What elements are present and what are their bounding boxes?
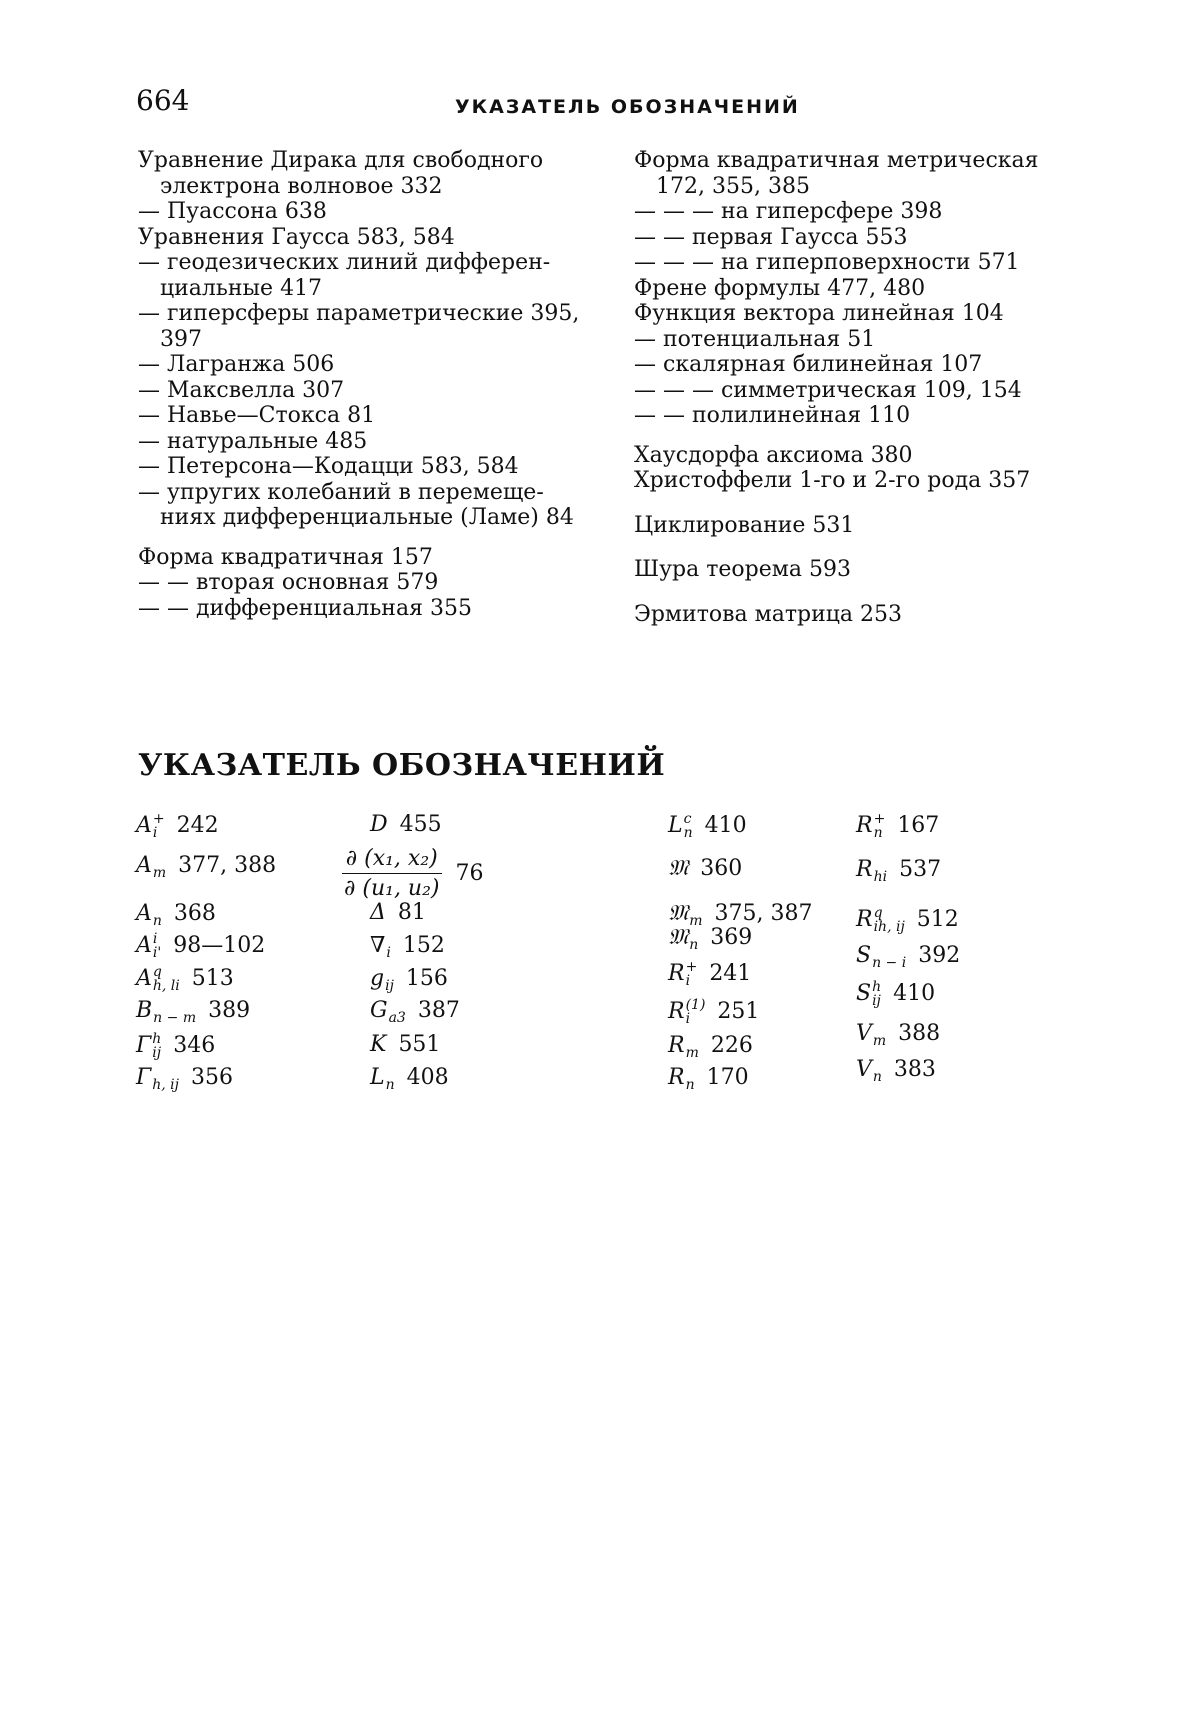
symbol-subscript: h, li	[152, 978, 180, 994]
index-entry: — потенциальная 51	[634, 326, 876, 352]
symbol-superscript	[389, 997, 406, 1011]
symbol-entry	[668, 812, 747, 840]
index-entry: Христоффели 1-го и 2-го рода 357	[634, 468, 1031, 493]
symbol-entry	[370, 1032, 440, 1057]
symbol-entry	[136, 812, 219, 840]
symbol-superscript	[152, 1064, 179, 1078]
symbol-entry	[668, 1032, 753, 1060]
symbol-entry	[136, 997, 250, 1025]
symbol-subscript: n − m	[153, 1010, 197, 1026]
index-entry: — — — на гиперповерхности 571	[634, 250, 1020, 275]
index-entry: — — — симметрическая 109, 154	[634, 377, 1022, 403]
symbol-page-ref: 167	[897, 813, 940, 838]
symbol-page-ref: 81	[397, 900, 426, 925]
symbol-glyph: R	[668, 999, 685, 1024]
symbol-glyph: L	[370, 1065, 385, 1090]
index-entry: — натуральные 485	[138, 428, 368, 454]
symbol-superscript	[386, 1064, 395, 1078]
symbol-entry	[668, 998, 759, 1026]
symbol-entry	[136, 900, 216, 928]
symbol-subscript: i	[685, 1011, 691, 1027]
symbol-subscript: n − i	[872, 955, 907, 971]
symbol-entry	[370, 932, 445, 960]
symbol-glyph: R	[856, 907, 873, 932]
symbol-subscript: ij	[385, 978, 394, 994]
symbol-glyph: ∇	[370, 933, 386, 958]
index-entry: Эрмитова матрица 253	[634, 601, 902, 627]
jacobian-fraction	[340, 846, 444, 901]
symbol-entry	[856, 906, 959, 934]
index-column-right	[634, 148, 1094, 627]
symbol-page-ref: 537	[899, 857, 942, 882]
index-entry: Уравнения Гаусса 583, 584	[138, 224, 455, 250]
index-entry: Функция вектора линейная 104	[634, 301, 1004, 326]
symbol-subscript: a3	[388, 1010, 406, 1026]
symbol-glyph: g	[370, 966, 385, 991]
index-entry: Френе формулы 477, 480	[634, 275, 926, 301]
symbol-superscript	[686, 1064, 695, 1078]
symbol-page-ref: 242	[176, 813, 219, 838]
symbol-subscript: n	[873, 825, 883, 841]
symbol-page-ref: 368	[173, 901, 216, 926]
symbol-subscript: ij	[872, 993, 881, 1009]
symbol-glyph: A	[136, 933, 152, 958]
symbol-entry	[856, 1020, 940, 1048]
symbol-superscript: +	[873, 811, 886, 827]
symbol-page-ref: 375, 387	[714, 901, 813, 926]
symbol-page-ref: 389	[208, 998, 251, 1023]
symbol-page-ref: 241	[709, 961, 752, 986]
index-entry: Циклирование 531	[634, 512, 855, 538]
symbol-glyph: R	[668, 1065, 685, 1090]
symbol-subscript: ij	[152, 1045, 162, 1061]
symbol-page-ref: 388	[898, 1021, 941, 1046]
symbol-page-ref: 377, 388	[178, 853, 277, 878]
symbol-page-ref: 226	[710, 1033, 753, 1058]
symbol-glyph: A	[136, 853, 152, 878]
symbol-superscript: q	[152, 964, 162, 980]
index-entry: — — первая Гаусса 553	[634, 224, 908, 250]
symbol-subscript: i	[386, 945, 391, 961]
section-title: УКАЗАТЕЛЬ ОБОЗНАЧЕНИЙ	[138, 748, 666, 783]
symbol-entry	[856, 942, 960, 970]
symbol-superscript: +	[685, 959, 698, 975]
index-entry: — геодезических линий дифферен- циальные 417	[138, 250, 551, 301]
symbol-subscript: hi	[873, 869, 888, 885]
running-head: УКАЗАТЕЛЬ ОБОЗНАЧЕНИЙ	[455, 96, 800, 118]
symbol-page-ref: 346	[173, 1033, 216, 1058]
symbol-entry	[136, 932, 265, 960]
symbol-glyph: V	[856, 1021, 872, 1046]
symbol-page-ref: 551	[398, 1032, 441, 1057]
symbol-page-ref: 152	[402, 933, 445, 958]
symbol-page-ref: 410	[893, 981, 936, 1006]
symbol-entry	[136, 965, 234, 993]
symbol-superscript	[689, 924, 698, 938]
index-entry: — — вторая основная 579	[138, 570, 439, 595]
symbol-glyph: A	[136, 966, 152, 991]
symbol-page-ref: 170	[706, 1065, 749, 1090]
symbol-page-ref: 251	[717, 999, 760, 1024]
symbol-glyph: G	[370, 998, 388, 1023]
symbol-page-ref: 76	[455, 860, 484, 886]
symbol-page-ref: 408	[406, 1065, 449, 1090]
symbol-glyph: R	[856, 813, 873, 838]
symbol-entry	[856, 980, 935, 1008]
symbol-superscript: +	[152, 811, 165, 827]
symbol-entry	[370, 900, 426, 925]
index-column-left	[138, 148, 598, 621]
symbol-superscript	[873, 1056, 882, 1070]
symbol-glyph: 𝔐	[668, 925, 689, 950]
symbol-subscript: n	[685, 1077, 695, 1093]
index-entry: Форма квадратичная 157	[138, 544, 433, 570]
symbol-glyph: Δ	[370, 900, 386, 925]
symbol-superscript: h	[872, 979, 882, 995]
symbol-entry	[370, 965, 448, 993]
symbol-superscript	[873, 1020, 886, 1034]
symbol-glyph: R	[856, 857, 873, 882]
index-entry: — гиперсферы параметрические 395, 397	[138, 301, 580, 352]
symbol-entry	[136, 1064, 233, 1092]
symbol-entry	[668, 924, 752, 952]
index-entry: — Пуассона 638	[138, 199, 327, 224]
symbol-subscript: ih, ij	[873, 919, 905, 935]
fraction-numerator: ∂ (x₁, x₂)	[342, 846, 442, 874]
index-entry: — — полилинейная 110	[634, 403, 911, 428]
index-entry: — упругих колебаний в перемеще- ниях дифференциальные (Ламе) 84	[138, 479, 574, 530]
symbol-glyph: R	[668, 961, 685, 986]
symbol-subscript: m	[685, 1045, 699, 1061]
symbol-glyph: A	[136, 813, 152, 838]
symbol-glyph: 𝔐	[668, 901, 689, 926]
symbol-subscript: i	[685, 973, 691, 989]
symbol-page-ref: 392	[918, 943, 961, 968]
index-entry: — — дифференциальная 355	[138, 595, 472, 621]
index-entry: — Петерсона—Кодацци 583, 584	[138, 454, 519, 479]
symbol-page-ref: 360	[700, 856, 743, 881]
symbol-subscript: n	[385, 1077, 395, 1093]
symbol-page-ref: 387	[417, 998, 460, 1023]
symbol-entry	[668, 1064, 749, 1092]
symbol-glyph: L	[668, 813, 683, 838]
symbol-superscript	[874, 856, 888, 870]
index-entry: — Навье—Стокса 81	[138, 403, 376, 428]
symbol-superscript	[153, 852, 166, 866]
symbol-glyph: Γ	[136, 1033, 152, 1058]
symbol-superscript: c	[683, 811, 692, 827]
symbol-superscript	[386, 932, 390, 946]
symbol-superscript	[872, 942, 906, 956]
symbol-superscript	[689, 900, 702, 914]
symbol-page-ref: 369	[710, 925, 753, 950]
symbol-page-ref: 455	[399, 812, 442, 837]
symbol-page-ref: 512	[916, 907, 959, 932]
symbol-entry	[136, 852, 276, 880]
index-entry: Форма квадратичная метрическая 172, 355, 385	[634, 148, 1039, 199]
symbol-page-ref: 356	[191, 1065, 234, 1090]
fraction-denominator: ∂ (u₁, u₂)	[344, 876, 440, 901]
symbol-subscript: h, ij	[152, 1077, 180, 1093]
symbol-entry	[370, 997, 460, 1025]
symbol-glyph: D	[370, 812, 388, 837]
index-entry: — Лагранжа 506	[138, 352, 335, 377]
symbol-glyph: Γ	[136, 1065, 152, 1090]
symbol-entry	[370, 1064, 449, 1092]
symbol-glyph: K	[370, 1032, 387, 1057]
symbol-superscript	[153, 900, 162, 914]
symbol-page-ref: 410	[704, 813, 747, 838]
symbol-superscript	[153, 997, 196, 1011]
symbol-superscript: i	[152, 931, 158, 947]
symbol-subscript: i	[152, 825, 158, 841]
symbol-superscript: q	[873, 905, 883, 921]
symbol-subscript: i'	[152, 945, 162, 961]
symbol-subscript: n	[689, 937, 699, 953]
symbol-page-ref: 513	[191, 966, 234, 991]
symbol-page-ref: 383	[893, 1057, 936, 1082]
symbol-subscript: m	[689, 913, 703, 929]
symbol-entry	[856, 812, 939, 840]
symbol-entry	[340, 846, 484, 901]
symbol-entry	[136, 1032, 215, 1060]
symbol-page-ref: 98—102	[173, 933, 266, 958]
symbol-entry	[668, 856, 742, 881]
symbol-page-ref: 156	[405, 966, 448, 991]
symbol-superscript	[686, 1032, 699, 1046]
symbol-superscript	[385, 965, 394, 979]
symbol-glyph: A	[136, 901, 152, 926]
symbol-glyph: S	[856, 981, 872, 1006]
symbol-subscript: n	[152, 913, 162, 929]
index-entry: — — — на гиперсфере 398	[634, 199, 943, 224]
page-number: 664	[136, 84, 190, 117]
symbol-glyph: 𝔐	[668, 856, 689, 881]
symbol-subscript: m	[872, 1033, 887, 1049]
symbol-subscript: m	[152, 865, 167, 881]
symbol-entry	[856, 856, 941, 884]
symbol-superscript: (1)	[685, 997, 706, 1013]
symbol-glyph: R	[668, 1033, 685, 1058]
index-entry: — скалярная билинейная 107	[634, 352, 983, 377]
index-entry: Уравнение Дирака для свободного электрона волновое 332	[138, 148, 544, 199]
symbol-entry	[856, 1056, 936, 1084]
symbol-glyph: S	[856, 943, 872, 968]
symbol-subscript: n	[683, 825, 693, 841]
index-entry: Шура теорема 593	[634, 557, 851, 582]
symbol-glyph: B	[136, 998, 153, 1023]
symbol-subscript: n	[872, 1069, 882, 1085]
symbol-entry	[370, 812, 442, 837]
index-entry: — Максвелла 307	[138, 377, 345, 403]
symbol-superscript: h	[152, 1031, 162, 1047]
index-entry: Хаусдорфа аксиома 380	[634, 442, 913, 468]
symbol-entry	[668, 960, 751, 988]
symbol-glyph: V	[856, 1057, 872, 1082]
